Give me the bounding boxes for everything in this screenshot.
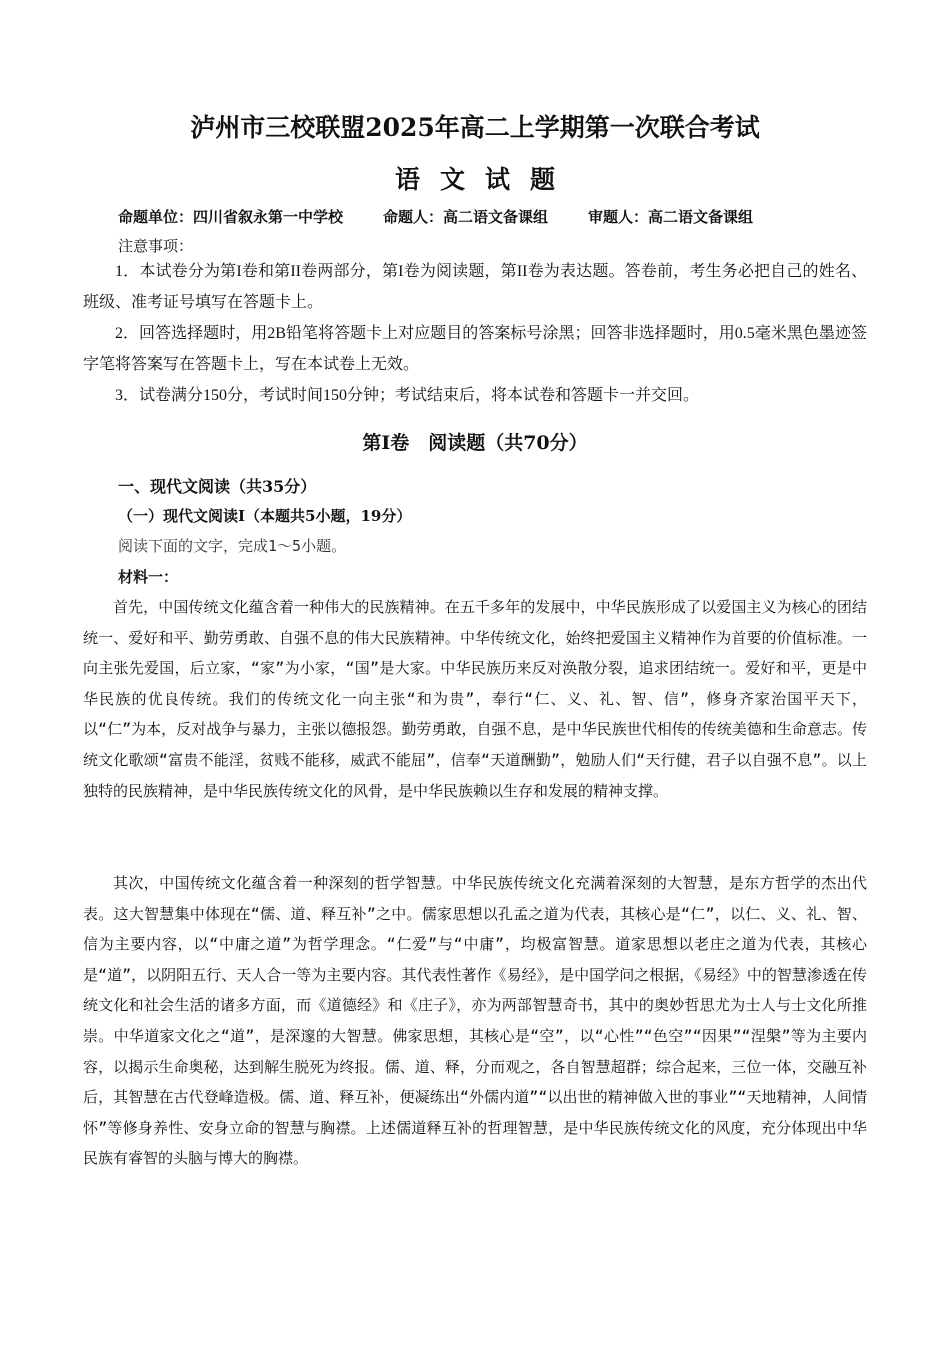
subject-title: 语文试题 [394, 165, 575, 194]
unit-info: 命题单位：四川省叙永第一中学校 [118, 208, 344, 226]
notice-item-2: 2．回答选择题时，用2B铅笔将答题卡上对应题目的答案标号涂黑；回答非选择题时，用0.5毫米黑色墨迹签字笔将答案写在答题卡上，写在本试卷上无效。 [83, 325, 867, 373]
exam-title: 泸州市三校联盟2025年高二上学期第一次联合考试 [190, 113, 760, 142]
notice-item-3: 3．试卷满分150分，考试时间150分钟；考试结束后，将本试卷和答题卡一并交回。 [115, 387, 700, 404]
reading-instruction: 阅读下面的文字，完成1～5小题。 [118, 537, 347, 555]
reviewer-info: 审题人：高二语文备课组 [588, 208, 754, 226]
material-label: 材料一： [118, 568, 179, 586]
exam-info-line [118, 206, 878, 227]
section-title: 第I卷 阅读题（共70分） [362, 432, 588, 454]
part-heading: 一、现代文阅读（共35分） [118, 477, 317, 496]
material-paragraph-2: 其次，中国传统文化蕴含着一种深刻的哲学智慧。中华民族传统文化充满着深刻的大智慧，是东方哲学的杰出代表。这大智慧集中体现在“儒、道、释互补”之中。儒家思想以孔孟之道为代表，其核心是“仁”，以仁、义、礼、智、信为主要内容，以“中庸之道”为哲学理念。“仁爱”与“中庸”，均极富智慧。道家思想以老庄之道为代表，其核心是“道”，以阴阳五行、天人合一等为主要内容。其代表性著作《易经》，是中国学问之根据，《易经》中的智慧渗透在传统文化和社会生活的诸多方面，而《道德经》和《庄子》，亦为两部智慧奇书，其中的奥妙哲思尤为士人与士文化所推崇。中华道家文化之“道”，是深邃的大智慧。佛家思想，其核心是“空”，以“心性”“色空”“因果”“涅槃”等为主要内容，以揭示生命奥秘，达到解生脱死为终报。儒、道、释，分而观之，各自智慧超群；综合起来，三位一体，交融互补后，其智慧在古代登峰造极。儒、道、释互补，便凝练出“外儒内道”“以出世的精神做入世的事业”“天地精神，人间情怀”等修身养性、安身立命的智慧与胸襟。上述儒道释互补的哲理智慧，是中华民族传统文化的风度，充分体现出中华民族有睿智的头脑与博大的胸襟。 [83, 874, 867, 1168]
author-info: 命题人：高二语文备课组 [383, 208, 549, 226]
material-paragraph-1: 首先，中国传统文化蕴含着一种伟大的民族精神。在五千多年的发展中，中华民族形成了以爱国主义为核心的团结统一、爱好和平、勤劳勇敢、自强不息的伟大民族精神。中华传统文化，始终把爱国主义精神作为首要的价值标准。一向主张先爱国，后立家，“家”为小家，“国”是大家。中华民族历来反对涣散分裂，追求团结统一。爱好和平，更是中华民族的优良传统。我们的传统文化一向主张“和为贵”，奉行“仁、义、礼、智、信”，修身齐家治国平天下，以“仁”为本，反对战争与暴力，主张以德报怨。勤劳勇敢，自强不息，是中华民族世代相传的传统美德和生命意志。传统文化歌颂“富贵不能淫，贫贱不能移，威武不能屈”，信奉“天道酬勤”，勉励人们“天行健，君子以自强不息”。以上独特的民族精神，是中华民族传统文化的风骨，是中华民族赖以生存和发展的精神支撑。 [83, 598, 867, 800]
notice-heading: 注意事项： [118, 237, 194, 255]
notice-item-1: 1．本试卷分为第I卷和第II卷两部分，第I卷为阅读题，第II卷为表达题。答卷前，考生务必把自己的姓名、班级、准考证号填写在答题卡上。 [83, 263, 867, 311]
subpart-heading: （一）现代文阅读I（本题共5小题，19分） [118, 507, 412, 525]
